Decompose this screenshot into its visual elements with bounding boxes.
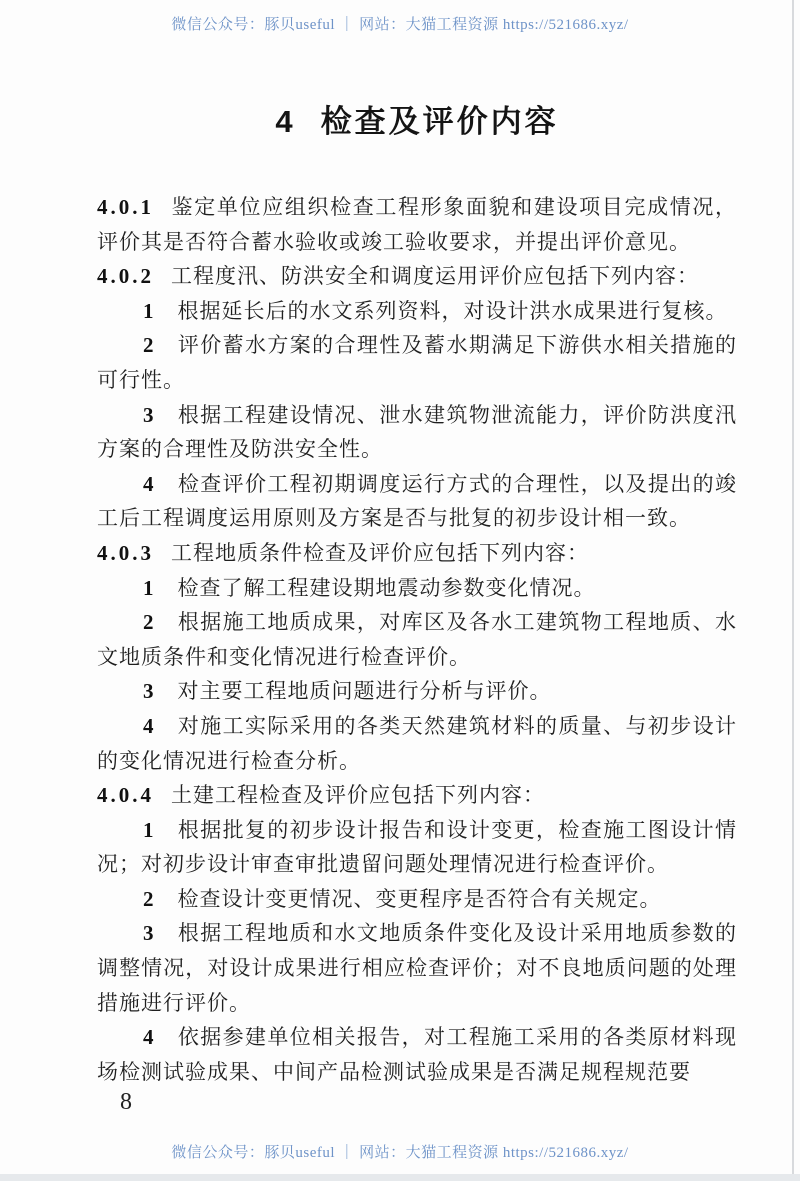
- sub-item-paragraph: [97, 294, 737, 329]
- item-text: 评价蓄水方案的合理性及蓄水期满足下游供水相关措施的可行性。: [97, 333, 737, 392]
- sub-item-paragraph: [97, 467, 737, 536]
- item-text: 依据参建单位相关报告，对工程施工采用的各类原材料现场检测试验成果、中间产品检测试验成果是否满足规程规范要: [97, 1025, 737, 1084]
- item-number: 2: [143, 333, 154, 358]
- item-number: 2: [143, 886, 154, 911]
- header-watermark: 微信公众号：豚贝useful ｜ 网站：大猫工程资源 https://521686.xyz/: [171, 17, 629, 33]
- chapter-title: [97, 100, 737, 144]
- item-text: 根据施工地质成果，对库区及各水工建筑物工程地质、水文地质条件和变化情况进行检查评价。: [97, 610, 737, 669]
- footer-watermark: 微信公众号：豚贝useful ｜ 网站：大猫工程资源 https://521686.xyz/: [171, 1145, 629, 1161]
- item-text: 检查评价工程初期调度运行方式的合理性，以及提出的竣工后工程调度运用原则及方案是否与批复的初步设计相一致。: [97, 471, 737, 531]
- clause-paragraph: [97, 778, 737, 813]
- clause-text: 工程度汛、防洪安全和调度运用评价应包括下列内容：: [171, 264, 699, 289]
- item-text: 对施工实际采用的各类天然建筑材料的质量、与初步设计的变化情况进行检查分析。: [97, 713, 737, 773]
- page-number: 8: [120, 1089, 132, 1115]
- item-number: 4: [143, 471, 154, 496]
- sub-item-paragraph: [97, 1020, 737, 1089]
- sub-item-paragraph: [97, 328, 737, 397]
- clause-paragraph: [97, 536, 737, 571]
- item-text: 对主要工程地质问题进行分析与评价。: [177, 679, 552, 704]
- item-number: 1: [143, 817, 154, 842]
- clause-number: 4.0.2: [97, 264, 154, 289]
- item-text: 根据工程地质和水文地质条件变化及设计采用地质参数的调整情况，对设计成果进行相应检查评价；对不良地质问题的处理措施进行评价。: [97, 921, 737, 1015]
- sub-item-paragraph: [97, 709, 737, 778]
- sub-item-paragraph: [97, 916, 737, 1020]
- body-text: [97, 190, 737, 1089]
- clause-paragraph: [97, 190, 737, 259]
- sub-item-paragraph: [97, 674, 737, 709]
- chapter-number: 4: [275, 104, 293, 139]
- item-text: 检查了解工程建设期地震动参数变化情况。: [177, 575, 596, 600]
- clause-text: 土建工程检查及评价应包括下列内容：: [171, 783, 545, 808]
- sub-item-paragraph: [97, 605, 737, 674]
- clause-number: 4.0.4: [97, 783, 154, 808]
- scan-bottom-edge-shadow: [0, 1174, 800, 1181]
- clause-text: 鉴定单位应组织检查工程形象面貌和建设项目完成情况，评价其是否符合蓄水验收或竣工验收要求，并提出评价意见。: [97, 195, 737, 254]
- scan-right-edge-shadow: [792, 0, 794, 1181]
- item-number: 1: [143, 298, 154, 323]
- clause-paragraph: [97, 259, 737, 294]
- item-number: 1: [143, 575, 154, 600]
- item-number: 3: [143, 921, 154, 946]
- item-text: 根据工程建设情况、泄水建筑物泄流能力，评价防洪度汛方案的合理性及防洪安全性。: [97, 402, 737, 462]
- item-number: 2: [143, 610, 154, 635]
- clause-number: 4.0.3: [97, 540, 154, 565]
- chapter-title-text: 检查及评价内容: [320, 104, 559, 139]
- sub-item-paragraph: [97, 398, 737, 467]
- item-number: 3: [143, 679, 154, 704]
- item-text: 检查设计变更情况、变更程序是否符合有关规定。: [177, 886, 662, 911]
- clause-text: 工程地质条件检查及评价应包括下列内容：: [171, 540, 589, 565]
- item-number: 4: [143, 1025, 154, 1050]
- document-content: [97, 0, 737, 1089]
- item-number: 3: [143, 402, 154, 427]
- item-text: 根据延长后的水文系列资料，对设计洪水成果进行复核。: [177, 298, 728, 323]
- sub-item-paragraph: [97, 882, 737, 917]
- item-number: 4: [143, 713, 154, 738]
- sub-item-paragraph: [97, 571, 737, 606]
- sub-item-paragraph: [97, 813, 737, 882]
- clause-number: 4.0.1: [97, 195, 154, 219]
- item-text: 根据批复的初步设计报告和设计变更，检查施工图设计情况；对初步设计审查审批遗留问题处理情况进行检查评价。: [97, 817, 737, 877]
